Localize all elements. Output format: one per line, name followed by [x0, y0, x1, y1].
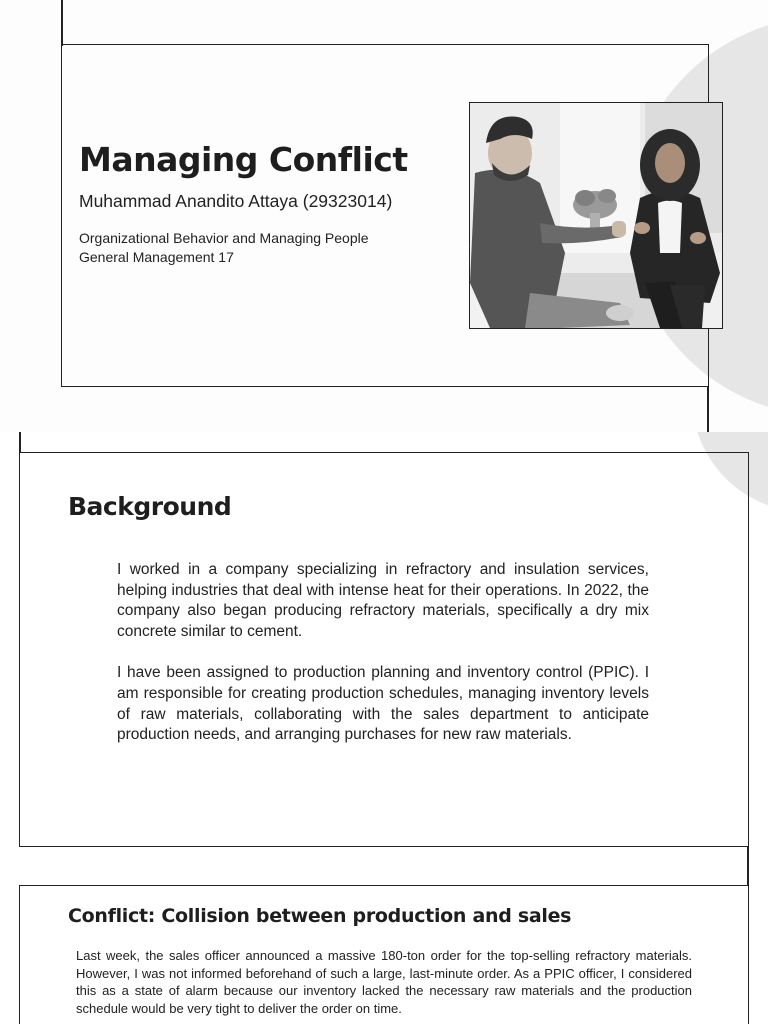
decorative-line — [747, 846, 749, 864]
background-body — [117, 560, 649, 767]
title-slide — [0, 0, 768, 432]
course-info — [79, 229, 369, 267]
author-name: Muhammad Anandito Attaya (29323014) — [79, 191, 393, 211]
photo-two-people-talking — [469, 102, 723, 329]
paragraph: Last week, the sales officer announced a massive 180-ton order for the top-selling refractory materials. However, I was not informed beforehand of such a large, last-minute order. As a PPIC officer, I considered this as a state of alarm because our inventory lacked the necessary raw materials and the production schedule would be very tight to deliver the order on time. — [76, 948, 692, 1016]
decorative-line — [19, 432, 21, 453]
decorative-line — [707, 386, 709, 432]
page-title: Managing Conflict — [79, 140, 408, 179]
photo-illustration — [470, 103, 722, 328]
conflict-slide — [0, 864, 768, 1024]
decorative-line — [747, 864, 749, 886]
program-name: General Management 17 — [79, 249, 234, 265]
decorative-line — [61, 0, 63, 46]
paragraph: I worked in a company specializing in refractory and insulation services, helping industries that deal with intense heat for their operations. In 2022, the company also began producing refractory materials, specifically a dry mix concrete similar to cement. — [117, 561, 649, 641]
course-name: Organizational Behavior and Managing People — [79, 230, 369, 246]
section-heading: Background — [68, 492, 232, 521]
background-slide — [0, 432, 768, 864]
paragraph: I have been assigned to production planning and inventory control (PPIC). I am responsible for creating production schedules, managing inventory levels of raw materials, collaborating with the sales department to anticipate production needs, and arranging purchases for new raw materials. — [117, 664, 649, 744]
section-heading: Conflict: Collision between production and sales — [68, 905, 572, 927]
